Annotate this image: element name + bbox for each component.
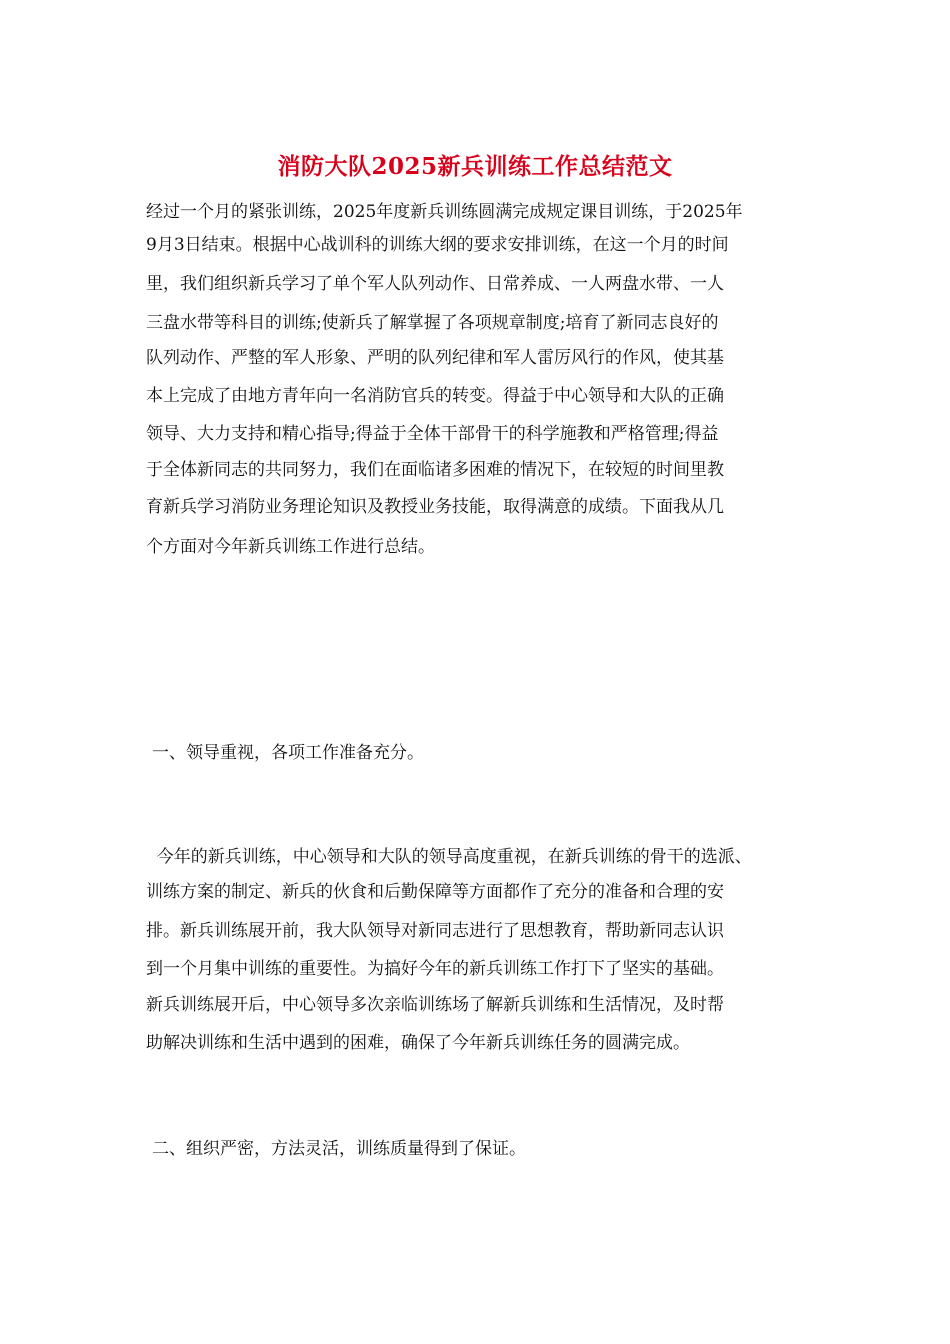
section-1-line-4: 到一个月集中训练的重要性。为搞好今年的新兵训练工作打下了坚实的基础。 [146,959,724,979]
section-1-line-5: 新兵训练展开后，中心领导多次亲临训练场了解新兵训练和生活情况，及时帮 [146,995,724,1015]
intro-line-1: 经过一个月的紧张训练，2025年度新兵训练圆满完成规定课目训练，于2025年 [146,202,743,222]
document-title: 消防大队2025新兵训练工作总结范文 [277,153,673,180]
intro-line-2: 9月3日结束。根据中心战训科的训练大纲的要求安排训练，在这一个月的时间 [146,235,729,255]
section-1-line-2: 训练方案的制定、新兵的伙食和后勤保障等方面都作了充分的准备和合理的安 [146,882,724,902]
intro-line-10: 个方面对今年新兵训练工作进行总结。 [146,537,435,557]
intro-line-4: 三盘水带等科目的训练;使新兵了解掌握了各项规章制度;培育了新同志良好的 [146,313,719,333]
section-2-heading: 二、组织严密，方法灵活，训练质量得到了保证。 [152,1139,526,1159]
intro-line-7: 领导、大力支持和精心指导;得益于全体干部骨干的科学施教和严格管理;得益 [146,424,719,444]
intro-line-5: 队列动作、严整的军人形象、严明的队列纪律和军人雷厉风行的作风，使其基 [146,348,724,368]
intro-line-8: 于全体新同志的共同努力，我们在面临诸多困难的情况下，在较短的时间里教 [146,460,724,480]
section-1-line-3: 排。新兵训练展开前，我大队领导对新同志进行了思想教育，帮助新同志认识 [146,921,724,941]
section-1-heading: 一、领导重视，各项工作准备充分。 [152,743,424,763]
intro-line-3: 里，我们组织新兵学习了单个军人队列动作、日常养成、一人两盘水带、一人 [146,274,724,294]
section-1-line-1: 今年的新兵训练，中心领导和大队的领导高度重视，在新兵训练的骨干的选派、 [146,847,752,867]
section-1-line-6: 助解决训练和生活中遇到的困难，确保了今年新兵训练任务的圆满完成。 [146,1033,690,1053]
intro-line-9: 育新兵学习消防业务理论知识及教授业务技能，取得满意的成绩。下面我从几 [146,497,724,517]
intro-line-6: 本上完成了由地方青年向一名消防官兵的转变。得益于中心领导和大队的正确 [146,386,724,406]
